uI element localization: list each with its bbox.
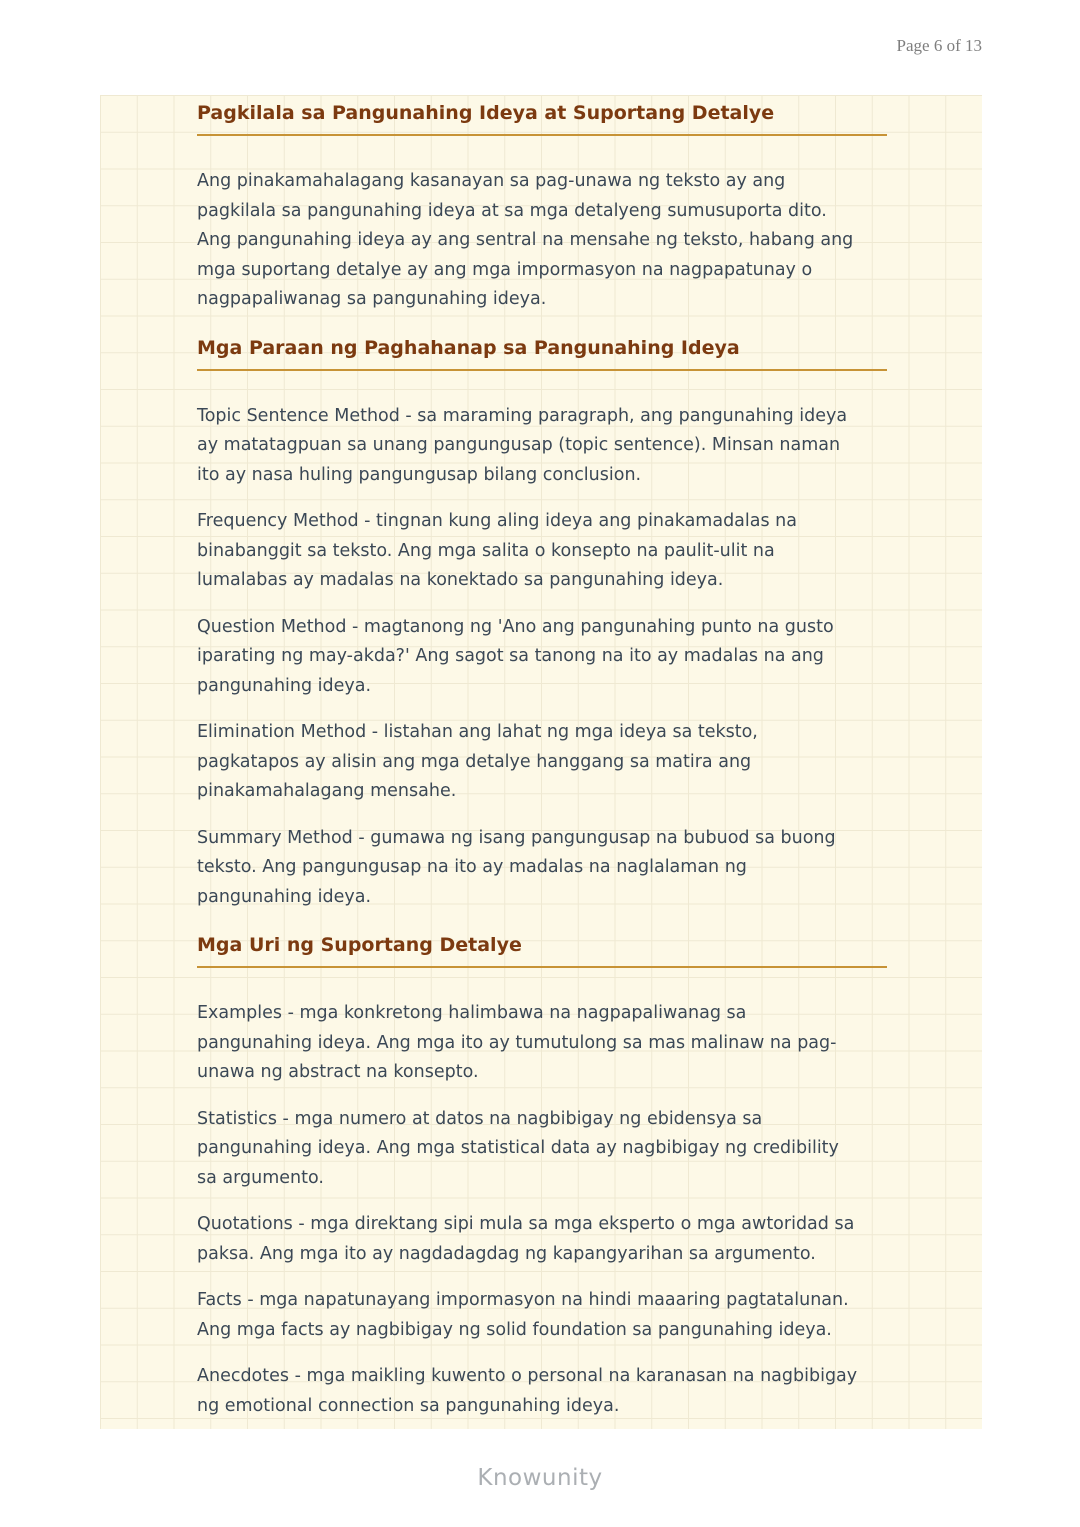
text-line: Elimination Method - listahan ang lahat ng mga ideya sa teksto, [197,722,758,742]
text-line: pangunahing ideya. [197,675,372,696]
text-line: paksa. Ang mga ito ay nagdadagdag ng kapangyarihan sa argumento. [197,1243,816,1264]
section-heading: Pagkilala sa Pangunahing Ideya at Suportang Detalye [197,102,887,136]
text-line: teksto. Ang pangungusap na ito ay madalas na naglalaman ng [197,857,747,877]
section-heading: Mga Uri ng Suportang Detalye [197,934,887,968]
text-line: Topic Sentence Method - sa maraming paragraph, ang pangunahing ideya [197,405,848,426]
text-line: Question Method - magtanong ng 'Ano ang pangunahing punto na gusto [197,616,834,637]
text-line: mga suportang detalye ay ang mga impormasyon na nagpapatunay o [197,259,813,280]
section-main-idea [197,102,887,315]
text-line: unawa ng abstract na konsepto. [197,1062,479,1082]
paragraph [197,1286,887,1345]
text-line: Ang pangunahing ideya ay ang sentral na mensahe ng teksto, habang ang [197,230,854,250]
text-line: sa argumento. [197,1167,324,1188]
page-number-label: Page 6 of 13 [896,36,982,55]
paragraph [197,402,887,491]
paragraph [197,1362,887,1421]
paragraph [197,718,887,807]
section-supporting-details [197,934,887,1421]
text-line: Quotations - mga direktang sipi mula sa mga eksperto o mga awtoridad sa [197,1214,855,1234]
paragraph [197,507,887,596]
paragraph [197,999,887,1088]
text-line: Examples - mga konkretong halimbawa na nagpapaliwanag sa [197,1003,747,1023]
section-heading: Mga Paraan ng Paghahanap sa Pangunahing Ideya [197,337,887,371]
text-line: Frequency Method - tingnan kung aling ideya ang pinakamadalas na [197,511,797,531]
paragraph [197,613,887,702]
text-line: iparating ng may-akda?' Ang sagot sa tanong na ito ay madalas na ang [197,646,824,666]
text-line: Anecdotes - mga maikling kuwento o personal na karanasan na nagbibigay [197,1366,858,1386]
text-line: Ang pinakamahalagang kasanayan sa pag-unawa ng teksto ay ang [197,171,786,191]
text-line: pangunahing ideya. Ang mga ito ay tumutulong sa mas malinaw na pag- [197,1032,837,1053]
text-line: binabanggit sa teksto. Ang mga salita o konsepto na paulit-ulit na [197,540,775,561]
text-line: pagkatapos ay alisin ang mga detalye hanggang sa matira ang [197,751,752,772]
paragraph [197,1210,887,1269]
knowunity-watermark: Knowunity [477,1465,603,1491]
text-line: pagkilala sa pangunahing ideya at sa mga detalyeng sumusuporta dito. [197,200,827,221]
text-line: ay matatagpuan sa unang pangungusap (topic sentence). Minsan naman [197,435,841,455]
text-line: lumalabas ay madalas na konektado sa pangunahing ideya. [197,570,724,590]
text-line: Ang mga facts ay nagbibigay ng solid foundation sa pangunahing ideya. [197,1319,832,1340]
section-methods [197,337,887,913]
text-line: ng emotional connection sa pangunahing ideya. [197,1395,620,1416]
text-line: pangunahing ideya. [197,886,372,907]
text-line: pangunahing ideya. Ang mga statistical data ay nagbibigay ng credibility [197,1138,839,1158]
text-line: pinakamahalagang mensahe. [197,781,457,801]
grid-paper [100,95,982,1429]
paragraph [197,824,887,913]
text-line: ito ay nasa huling pangungusap bilang conclusion. [197,464,642,485]
text-line: Facts - mga napatunayang impormasyon na hindi maaaring pagtatalunan. [197,1290,849,1310]
paragraph [197,167,887,315]
text-line: nagpapaliwanag sa pangunahing ideya. [197,289,547,309]
paragraph [197,1105,887,1194]
text-line: Summary Method - gumawa ng isang pangungusap na bubuod sa buong [197,827,836,848]
text-line: Statistics - mga numero at datos na nagbibigay ng ebidensya sa [197,1108,763,1129]
